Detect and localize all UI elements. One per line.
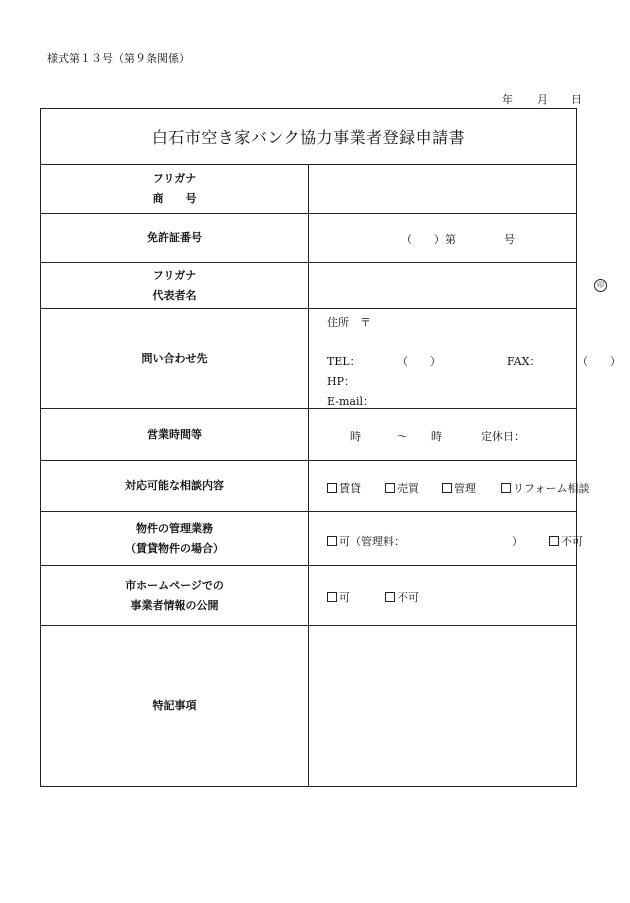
consult-option-sale[interactable]: 売買 — [385, 480, 419, 496]
form-number: 様式第１３号（第９条関係） — [47, 52, 190, 65]
row-contact — [41, 309, 577, 409]
trade-name-label-text: 商 号 — [152, 192, 197, 205]
row-license — [41, 214, 577, 263]
row-consult — [41, 461, 577, 512]
application-form-table — [40, 108, 621, 787]
hours-tilde: ～ — [397, 430, 408, 443]
seal-mark: 印 — [594, 279, 607, 292]
date-day: 日 — [571, 93, 582, 106]
consult-label: 対応可能な相談内容 — [41, 461, 309, 512]
hp-label: HP： — [327, 375, 355, 388]
checkbox[interactable] — [385, 483, 395, 493]
date-year: 年 — [502, 93, 513, 106]
form-title: 白石市空き家バンク協力事業者登録申請書 — [41, 109, 577, 165]
fax-paren: （ ） — [577, 355, 621, 368]
management-ng-option[interactable]: 不可 — [549, 533, 583, 549]
checkbox[interactable] — [327, 483, 337, 493]
hours-label: 営業時間等 — [41, 409, 309, 461]
trade-name-label — [41, 165, 309, 214]
date-month: 月 — [537, 93, 548, 106]
notes-label: 特記事項 — [41, 626, 309, 787]
notes-field[interactable] — [309, 626, 577, 787]
row-hours — [41, 409, 577, 461]
checkbox[interactable] — [501, 483, 511, 493]
hours-field[interactable] — [309, 409, 577, 461]
fax-label: FAX： — [507, 355, 541, 368]
publish-field — [309, 566, 577, 626]
checkbox[interactable] — [442, 483, 452, 493]
license-label: 免許証番号 — [41, 214, 309, 263]
tel-label: TEL： — [327, 355, 361, 368]
representative-field[interactable] — [309, 263, 604, 309]
consult-option-rent[interactable]: 賃貸 — [327, 480, 361, 496]
checkbox[interactable] — [549, 536, 559, 546]
row-representative — [41, 263, 577, 309]
hours-to: 時 — [431, 430, 442, 443]
address-label: 住所 〒 — [327, 316, 371, 329]
management-field — [309, 512, 583, 566]
furigana-label: フリガナ — [152, 268, 197, 282]
furigana-label: フリガナ — [152, 172, 197, 185]
publish-label: 市ホームページでの 事業者情報の公開 — [41, 566, 309, 626]
contact-field[interactable] — [309, 309, 621, 409]
license-suffix: 号 — [504, 233, 515, 246]
management-ok-option[interactable]: 可（管理料： — [327, 533, 405, 549]
email-label: E-mail： — [327, 395, 374, 408]
management-close-paren: ） — [512, 535, 523, 548]
license-paren: （ ）第 — [401, 233, 456, 246]
publish-ok-option[interactable]: 可 — [327, 589, 350, 605]
checkbox[interactable] — [385, 592, 395, 602]
checkbox[interactable] — [327, 592, 337, 602]
checkbox[interactable] — [327, 536, 337, 546]
representative-label — [41, 263, 309, 309]
row-publish — [41, 566, 577, 626]
row-management — [41, 512, 577, 566]
management-label: 物件の管理業務 （賃貸物件の場合） — [41, 512, 309, 566]
row-notes — [41, 626, 577, 787]
row-trade-name — [41, 165, 577, 214]
consult-field — [309, 461, 590, 512]
license-field[interactable] — [309, 214, 577, 263]
contact-label: 問い合わせ先 — [41, 309, 309, 409]
trade-name-field[interactable] — [309, 165, 577, 214]
publish-ng-option[interactable]: 不可 — [385, 589, 419, 605]
holiday-label: 定休日： — [481, 430, 525, 443]
consult-option-manage[interactable]: 管理 — [442, 480, 476, 496]
hours-from: 時 — [350, 430, 361, 443]
tel-paren: （ ） — [397, 355, 441, 368]
consult-option-reform[interactable]: リフォーム相談 — [501, 480, 589, 496]
representative-label-text: 代表者名 — [152, 288, 197, 302]
